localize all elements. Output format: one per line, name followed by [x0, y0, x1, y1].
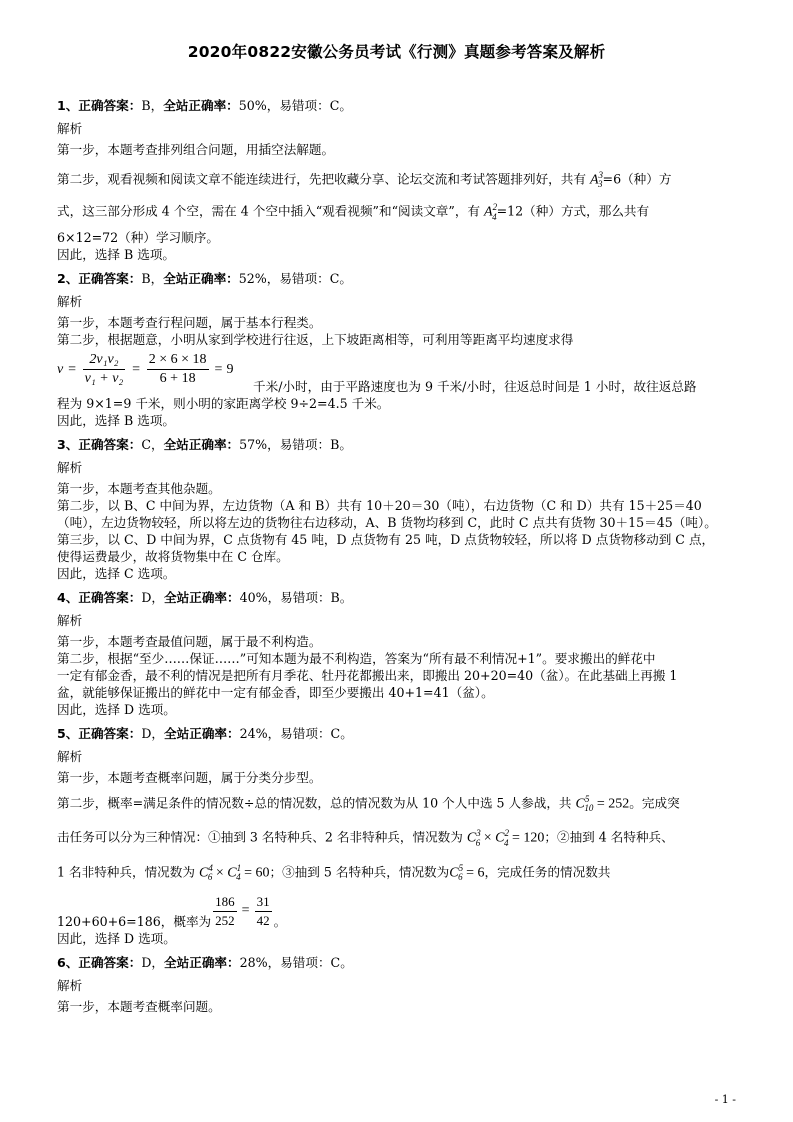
q2-step2-line1: 第二步，根据题意，小明从家到学校进行往返，上下坡距离相等，可利用等距离平均速度求得 — [57, 331, 574, 347]
q4-conclusion: 因此，选择 D 选项。 — [57, 701, 176, 717]
q5-jiexi: 解析 — [57, 748, 83, 764]
q5-step2-line4: 120+60+6=186，概率为 $\frac{186}{252}$ = $\frac{31}{42}$ 。 — [57, 894, 287, 930]
q1-conclusion: 因此，选择 B 选项。 — [57, 246, 176, 262]
q3-conclusion: 因此，选择 C 选项。 — [57, 565, 176, 581]
q2-fraction-numeric: $\frac{2 \times 6 \times 18}{6 + 18}$ — [148, 352, 207, 387]
question-1-header — [57, 97, 743, 114]
q3-step3-line2: 使得运费最少，故将货物集中在 C 仓库。 — [57, 548, 289, 564]
q5-step2-line2: 击任务可以分为三种情况：①抽到 3 名特种兵、2 名非特种兵，情况数为 $C^3_6 \times C^2_4 = 120$；②抽到 4 名特种兵、 — [57, 821, 743, 854]
q1-permutation-a42: $A^2_4$ — [484, 202, 498, 222]
q5-step2-line3: 1 名非特种兵，情况数为 $C^4_6 \times C^1_4 = 60$；③抽到 5 名特种兵，情况数为$C^5_6 = 6$，完成任务的情况数共 — [57, 855, 743, 890]
question-2-header: 2、正确答案：B，全站正确率：52%，易错项：C。 — [57, 270, 352, 286]
question-4-header: 4、正确答案：D，全站正确率：40%，易错项：B。 — [57, 589, 353, 605]
q5-probability-fraction-1: $\frac{186}{252}$ — [215, 894, 235, 929]
q1-step1: 第一步，本题考查排列组合问题，用插空法解题。 — [57, 142, 335, 157]
q5-probability-fraction-2: $\frac{31}{42}$ — [256, 894, 270, 929]
question-3-header: 3、正确答案：C，全站正确率：57%，易错项：B。 — [57, 436, 352, 452]
q4-step2-line2: 一定有郁金香，最不利的情况是把所有月季花、牡丹花都搬出来，即搬出 20+20=40（盆）。在此基础上再搬 1 — [57, 667, 678, 683]
q3-step2-line1: 第二步，以 B、C 中间为界，左边货物（A 和 B）共有 10＋20＝30（吨），右边货物（C 和 D）共有 15＋25＝40 — [57, 497, 702, 513]
question-5-header: 5、正确答案：D，全站正确率：24%，易错项：C。 — [57, 725, 353, 741]
q2-step1: 第一步，本题考查行程问题，属于基本行程类。 — [57, 314, 322, 330]
q2-step2-line2: 千米/小时，由于平路速度也为 9 千米/小时，往返总时间是 1 小时，故往返总路 — [253, 378, 697, 394]
document-body — [57, 93, 743, 1015]
q6-jiexi: 解析 — [57, 978, 83, 994]
q1-permutation-a33: $A^3_3$ — [589, 170, 604, 190]
q2-fraction-general: $\frac{\text{2v₁v₂}}{\text{v₁ + v₂}}$ — [84, 352, 124, 387]
q5-combination-case3: $C^5_6 = 6$ — [449, 862, 485, 883]
q5-step1: 第一步，本题考查概率问题，属于分类分步型。 — [57, 769, 322, 785]
q4-step2-line3: 盆，就能够保证搬出的鲜花中一定有郁金香，即至少要搬出 40+1=41（盆）。 — [57, 684, 494, 700]
q1-answer-label: 1、正确答案： — [57, 98, 142, 113]
q1-step2-line1: 第二步，观看视频和阅读文章不能连续进行，先把收藏分享、论坛交流和考试答题排列好，共有 $A^3_3=6$（种）方 — [57, 164, 743, 195]
q3-jiexi: 解析 — [57, 459, 83, 475]
q4-step1: 第一步，本题考查最值问题，属于最不利构造。 — [57, 633, 322, 649]
q5-combination-case2: $C^4_6 \times C^1_4 = 60$ — [198, 862, 270, 883]
q1-step2-line2: 式，这三部分形成 4 个空，需在 4 个空中插入“观看视频”和“阅读文章”，有 $A^2_4=12$（种）方式，那么共有 — [57, 195, 743, 228]
q3-step3-line1: 第三步，以 C、D 中间为界，C 点货物有 45 吨，D 点货物有 25 吨，D 点货物较轻，所以将 D 点货物移动到 C 点， — [57, 531, 715, 547]
q5-combination-c10-5: $C^5_{10} = 252$ — [575, 793, 630, 814]
page-title: 2020年0822安徽公务员考试《行测》真题参考答案及解析 — [187, 43, 606, 61]
q3-step1: 第一步，本题考查其他杂题。 — [57, 480, 221, 496]
q3-step2-line2: （吨），左边货物较轻，所以将左边的货物往右边移动，A、B 货物均移到 C，此时 C 点共有货物 30＋15＝45（吨）。 — [57, 514, 717, 530]
q1-step2-line3: 6×12=72（种）学习顺序。 — [57, 229, 219, 245]
q2-conclusion: 因此，选择 B 选项。 — [57, 412, 176, 428]
q2-jiexi: 解析 — [57, 293, 83, 309]
q2-speed-formula: v = $\frac{\text{2v₁v₂}}{\text{v₁ + v₂}}$ = $\frac{2 \times 6 \times 18}{6 + 18}$ = 9 — [57, 352, 234, 387]
page-number: - 1 - — [714, 1093, 736, 1106]
q4-step2-line1: 第二步，根据“至少……保证……”可知本题为最不利构造，答案为“所有最不利情况+1”。要求搬出的鲜花中 — [57, 650, 656, 666]
q4-jiexi: 解析 — [57, 612, 83, 628]
q6-step1: 第一步，本题考查概率问题。 — [57, 999, 221, 1015]
q5-combination-case1: $C^3_6 \times C^2_4 = 120$ — [466, 828, 545, 848]
q5-conclusion: 因此，选择 D 选项。 — [57, 931, 176, 947]
q5-step2-line1: 第二步，概率=满足条件的情况数÷总的情况数，总的情况数为从 10 个人中选 5 人参战，共 $C^5_{10} = 252$。完成突 — [57, 786, 743, 821]
q2-step2-line3: 程为 9×1=9 千米，则小明的家距离学校 9÷2=4.5 千米。 — [57, 395, 390, 411]
q1-answer: B， — [141, 98, 164, 113]
q1-rate: 50%，易错项：C。 — [238, 98, 352, 113]
question-6-header: 6、正确答案：D，全站正确率：28%，易错项：C。 — [57, 955, 353, 971]
q1-jiexi: 解析 — [57, 121, 83, 136]
q1-rate-label: 全站正确率： — [163, 98, 239, 113]
